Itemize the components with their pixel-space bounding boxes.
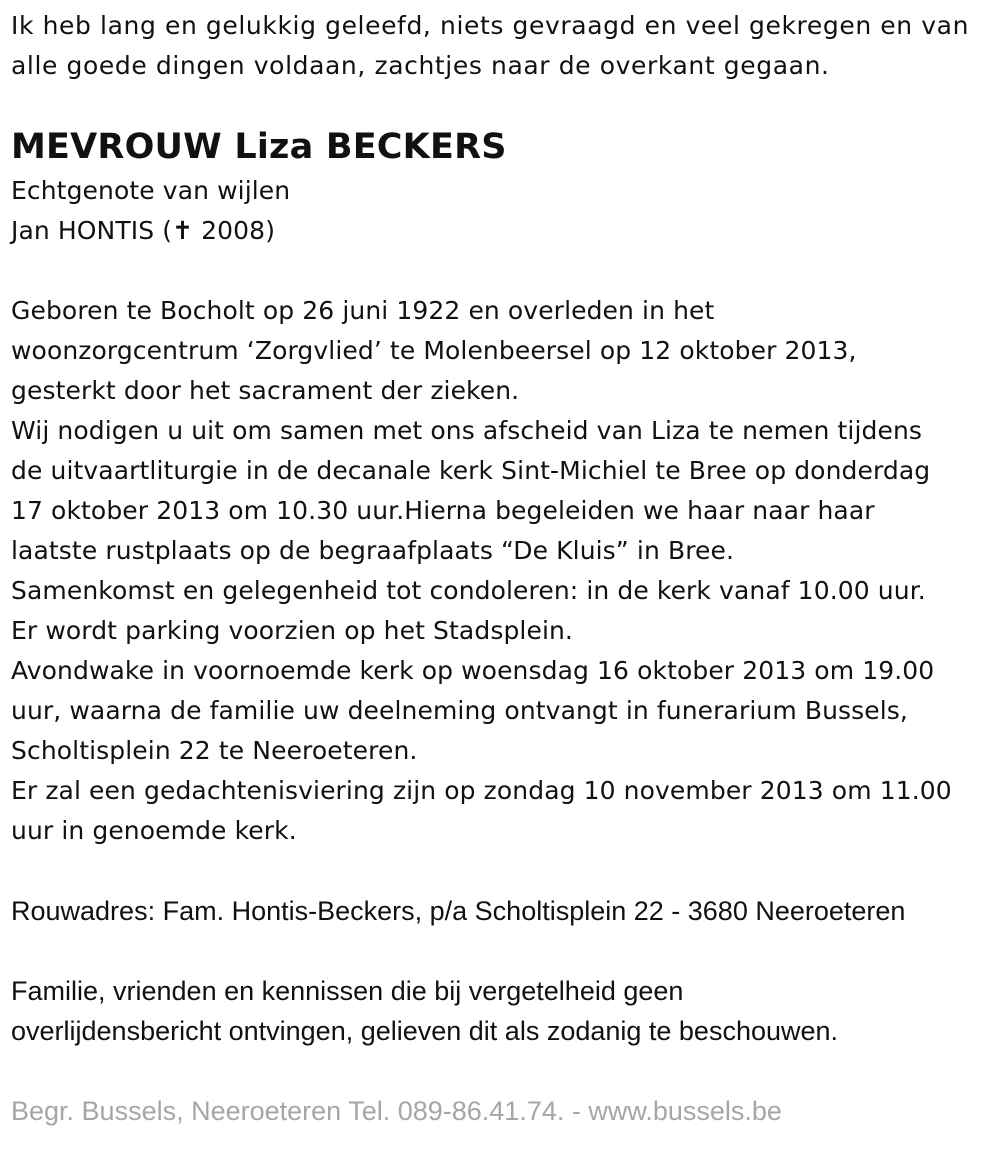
spacer <box>11 931 996 971</box>
announcement-line: Geboren te Bocholt op 26 juni 1922 en overleden in het <box>11 296 715 325</box>
motto-line: Ik heb lang en gelukkig geleefd, niets gevraagd en veel gekregen en van <box>11 11 970 40</box>
obituary-notice <box>11 6 996 1131</box>
announcement-line: 17 oktober 2013 om 10.30 uur.Hierna begeleiden we haar naar haar <box>11 496 875 525</box>
funeral-home-footer <box>11 1091 996 1131</box>
announcement-line: woonzorgcentrum ‘Zorgvlied’ te Molenbeersel op 12 oktober 2013, <box>11 336 857 365</box>
notice-block <box>11 971 996 1051</box>
announcement-line: Scholtisplein 22 te Neeroeteren. <box>11 736 418 765</box>
announcement-line: uur in genoemde kerk. <box>11 816 297 845</box>
announcement-line: gesterkt door het sacrament der zieken. <box>11 376 520 405</box>
mourning-address: Rouwadres: Fam. Hontis-Beckers, p/a Scholtisplein 22 - 3680 Neeroeteren <box>11 896 906 926</box>
motto-line: alle goede dingen voldaan, zachtjes naar de overkant gegaan. <box>11 51 830 80</box>
announcement-line: laatste rustplaats op de begraafplaats “De Kluis” in Bree. <box>11 536 735 565</box>
spouse-line: Echtgenote van wijlen <box>11 176 291 205</box>
mourning-address-block <box>11 891 996 931</box>
spacer <box>11 1051 996 1091</box>
spouse-line: Jan HONTIS (✝ 2008) <box>11 216 276 245</box>
announcement-line: uur, waarna de familie uw deelneming ontvangt in funerarium Bussels, <box>11 696 908 725</box>
notice-line: overlijdensbericht ontvingen, gelieven dit als zodanig te beschouwen. <box>11 1016 839 1046</box>
spouse-info <box>11 171 996 251</box>
deceased-name: MEVROUW Liza BECKERS <box>11 127 507 167</box>
announcement-line: Wij nodigen u uit om samen met ons afscheid van Liza te nemen tijdens <box>11 416 923 445</box>
spacer <box>11 851 996 891</box>
announcement-line: de uitvaartliturgie in de decanale kerk Sint-Michiel te Bree op donderdag <box>11 456 931 485</box>
motto-quote <box>11 6 996 86</box>
announcement-line: Er wordt parking voorzien op het Stadsplein. <box>11 616 573 645</box>
notice-line: Familie, vrienden en kennissen die bij vergetelheid geen <box>11 976 684 1006</box>
announcement-line: Er zal een gedachtenisviering zijn op zondag 10 november 2013 om 11.00 <box>11 776 952 805</box>
announcement-line: Avondwake in voornoemde kerk op woensdag 16 oktober 2013 om 19.00 <box>11 656 935 685</box>
spacer <box>11 251 996 291</box>
announcement-body <box>11 291 996 851</box>
footer-text: Begr. Bussels, Neeroeteren Tel. 089-86.41.74. - www.bussels.be <box>11 1096 782 1126</box>
announcement-line: Samenkomst en gelegenheid tot condoleren: in de kerk vanaf 10.00 uur. <box>11 576 926 605</box>
